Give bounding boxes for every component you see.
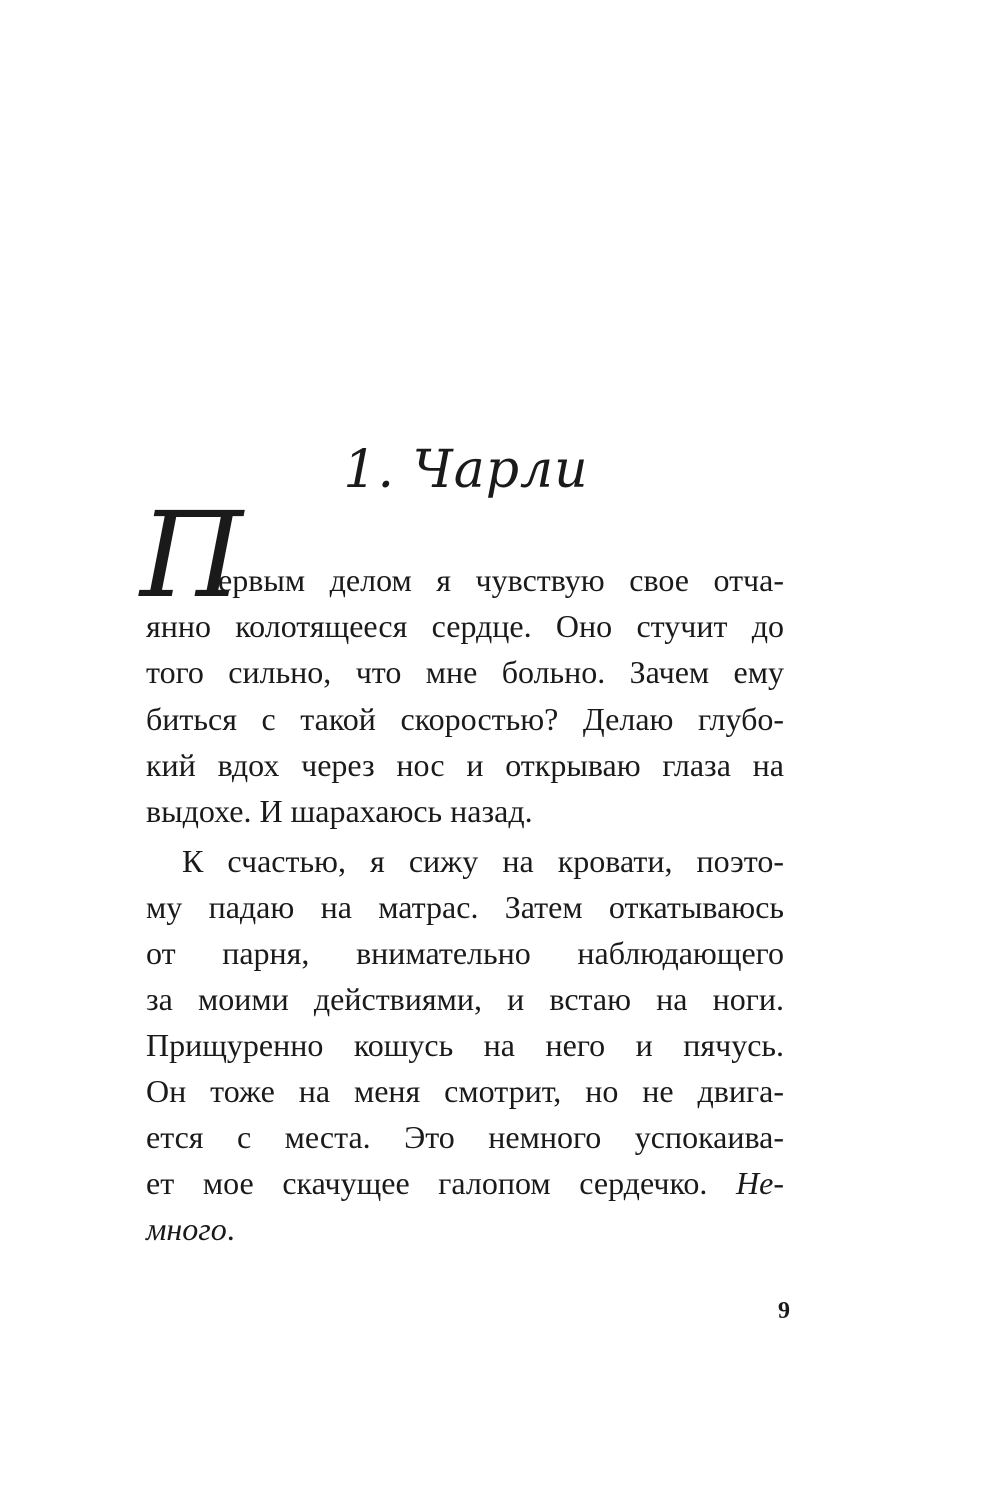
text-line-mixed xyxy=(146,1210,235,1248)
text-line: выдохе. И шарахаюсь назад. xyxy=(146,793,533,829)
text-run-italic: много xyxy=(146,1211,227,1247)
text-line: кий вдох через нос и открываю глаза на xyxy=(146,747,784,783)
text-run-italic: Не- xyxy=(736,1165,784,1201)
text-line: Прищуренно кошусь на него и пячусь. xyxy=(146,1027,784,1063)
text-line: ервым делом я чувствую свое отча- xyxy=(218,562,784,598)
text-line: от парня, внимательно наблюдающего xyxy=(146,935,784,971)
text-line: ется с места. Это немного успокаива- xyxy=(146,1119,784,1155)
text-line: Он тоже на меня смотрит, но не двига- xyxy=(146,1073,784,1109)
text-line: янно колотящееся сердце. Оно стучит до xyxy=(146,608,784,644)
text-run: . xyxy=(226,1211,235,1247)
text-line: К счастью, я сижу на кровати, поэто- xyxy=(182,843,784,879)
text-line: му падаю на матрас. Затем откатываюсь xyxy=(146,889,784,925)
text-run: ет мое скачущее галопом сердечко. xyxy=(146,1165,737,1201)
drop-cap: П xyxy=(140,486,243,624)
chapter-title: 1. Чарли xyxy=(343,440,589,500)
text-line-mixed xyxy=(146,1164,784,1202)
page-number: 9 xyxy=(778,1298,790,1324)
text-line: за моими действиями, и встаю на ноги. xyxy=(146,981,784,1017)
text-line: биться с такой скоростью? Делаю глубо- xyxy=(146,701,784,737)
text-line: того сильно, что мне больно. Зачем ему xyxy=(146,654,784,690)
